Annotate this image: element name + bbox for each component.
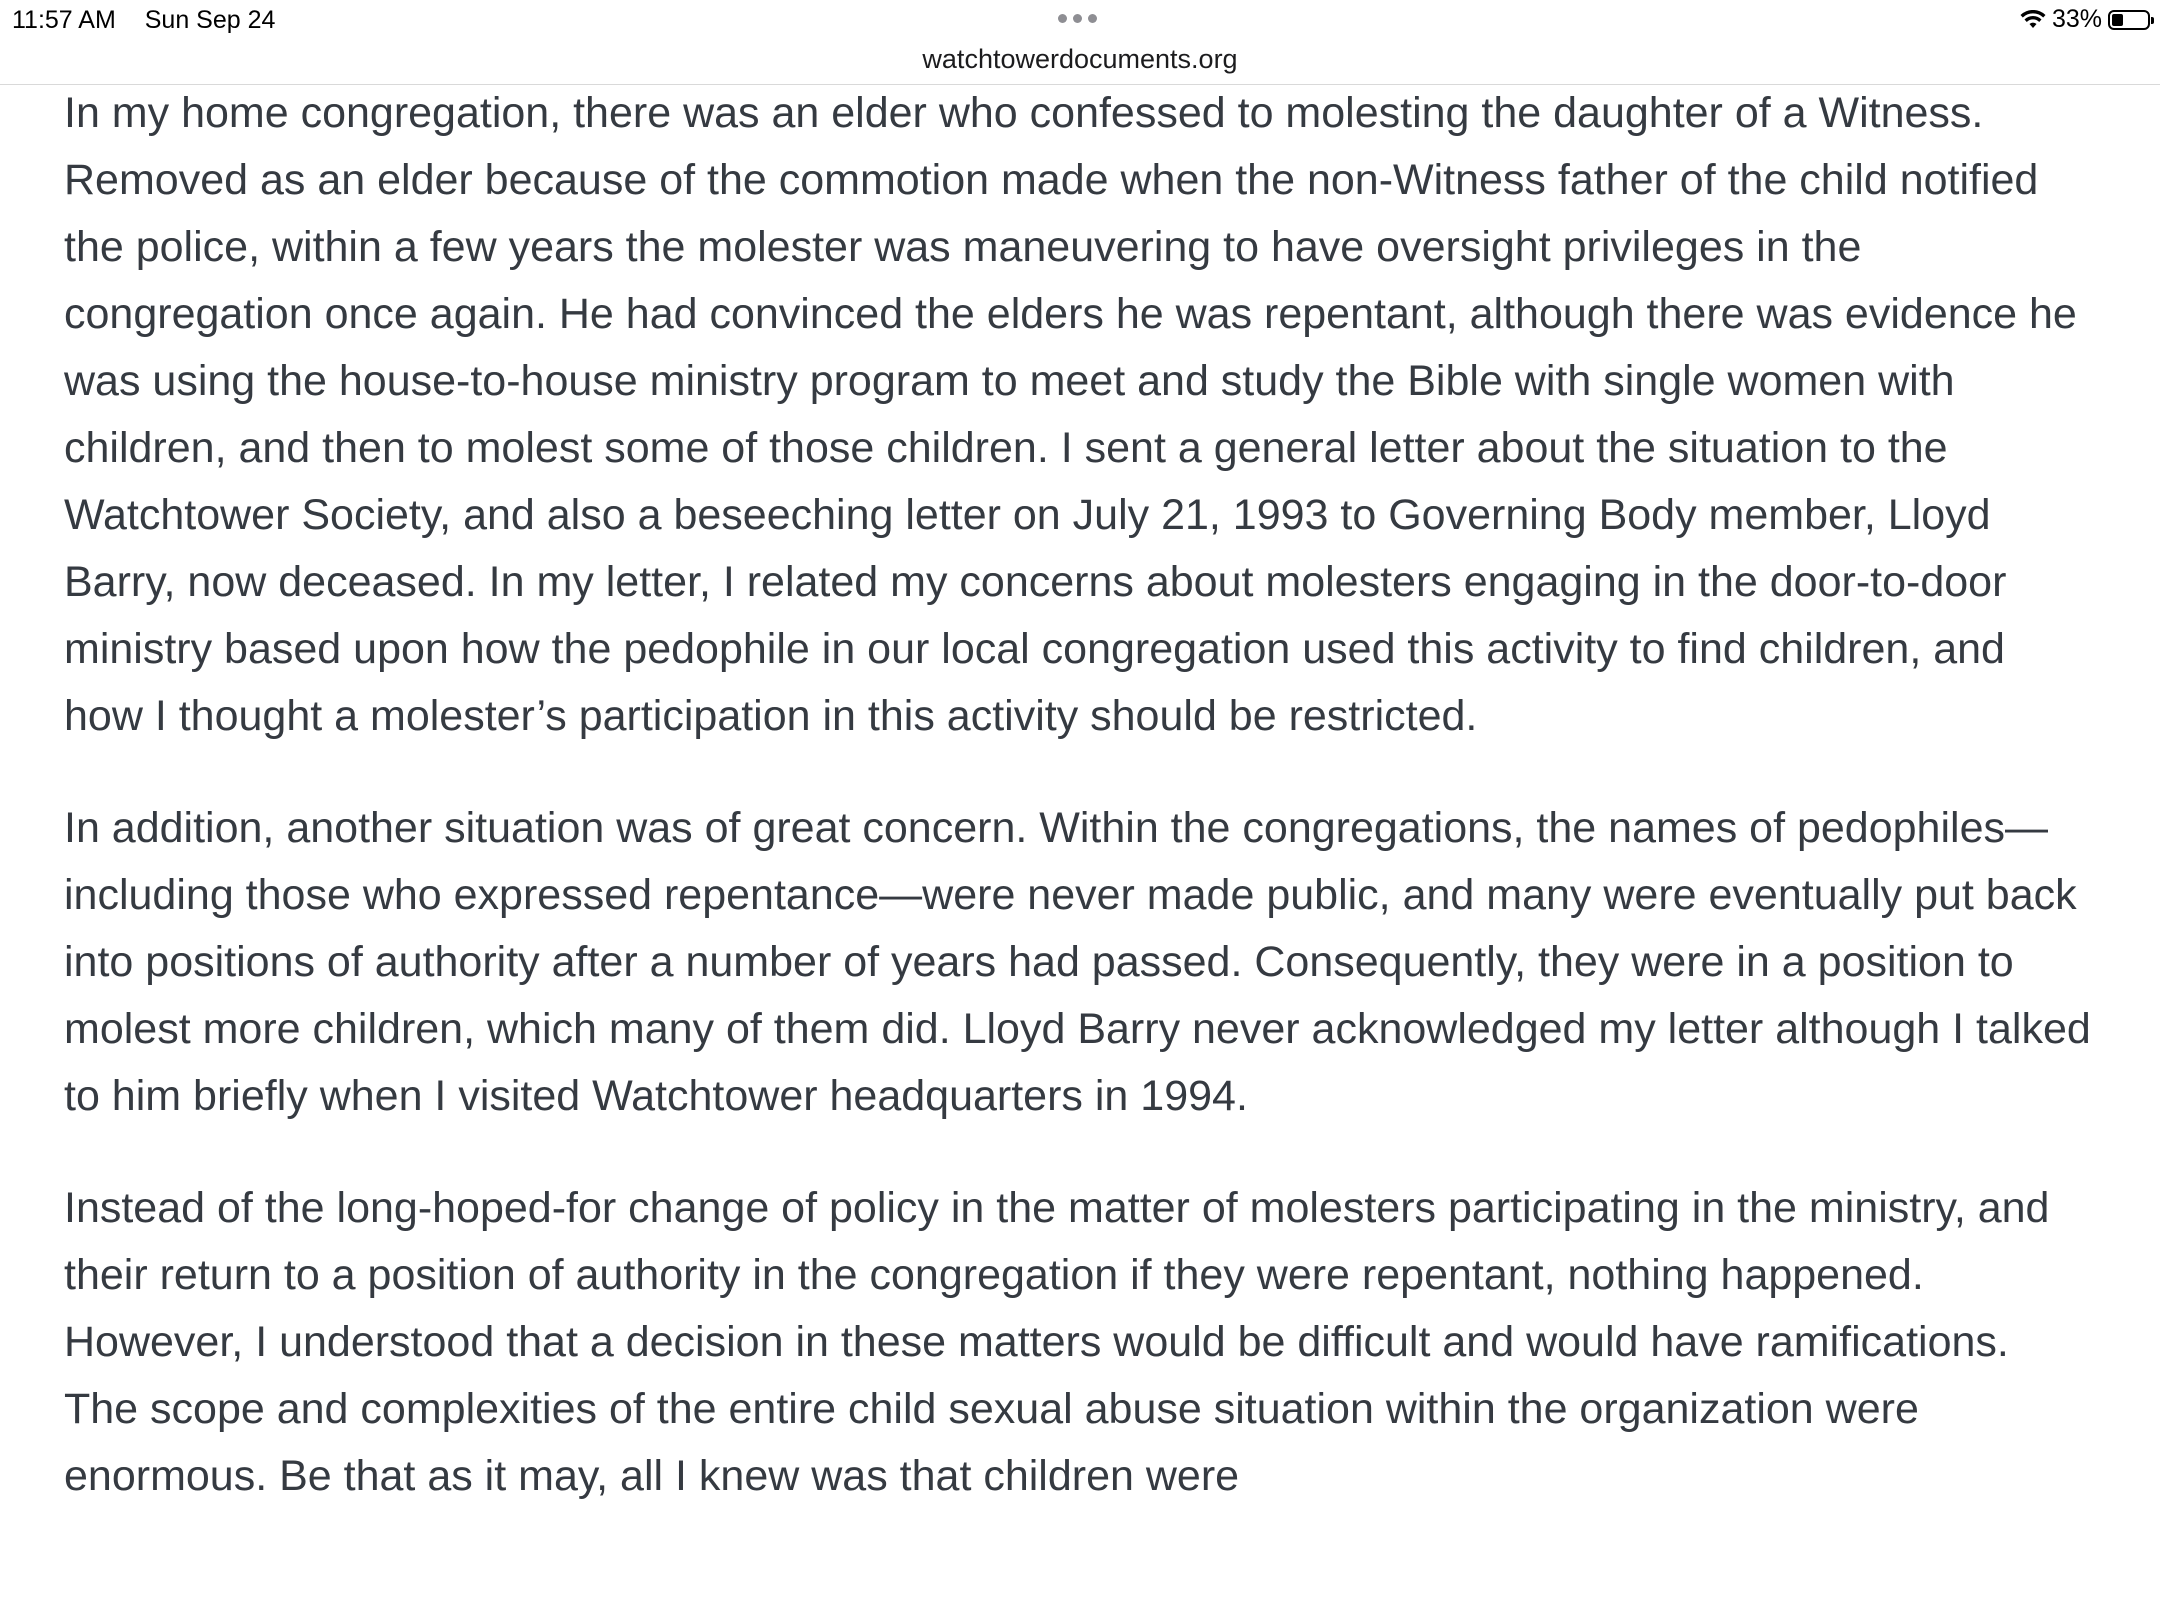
article-body <box>64 80 2094 1555</box>
dot-icon <box>1088 14 1097 23</box>
battery-icon <box>2108 10 2150 30</box>
status-time-date <box>12 6 297 35</box>
status-date: Sun Sep 24 <box>144 6 276 34</box>
paragraph: Instead of the long-hoped-for change of policy in the matter of molesters participating in the ministry, and their return to a position of authority in the congregation if they were repentant, nothing happened. However, I understood that a decision in these matters would be difficult and would have ramifications. The scope and complexities of the entire child sexual abuse situation within the organization were enormous. Be that as it may, all I knew was that children were <box>64 1184 2050 1500</box>
address-bar[interactable] <box>0 42 2160 85</box>
wifi-icon <box>2020 10 2046 30</box>
battery-level <box>2112 14 2123 26</box>
battery-percentage: 33% <box>2051 5 2102 33</box>
status-bar <box>0 0 2160 42</box>
url-text: watchtowerdocuments.org <box>922 44 1238 74</box>
paragraph: In addition, another situation was of great concern. Within the congregations, the names of pedophiles—including those who expressed repentance—were never made public, and many were eventually put back into positions of authority after a number of years had passed. Consequently, they were in a position to molest more children, which many of them did. Lloyd Barry never acknowledged my letter although I talked to him briefly when I visited Watchtower headquarters in 1994. <box>64 804 2091 1120</box>
multitasking-menu[interactable] <box>1058 14 1097 23</box>
status-indicators <box>2020 5 2150 34</box>
paragraph: In my home congregation, there was an elder who confessed to molesting the daughter of a Witness. Removed as an elder because of the commotion made when the non-Witness father of the child notified the police, within a few years the molester was maneuvering to have oversight privileges in the congregation once again. He had convinced the elders he was repentant, although there was evidence he was using the house-to-house ministry program to meet and study the Bible with single women with children, and then to molest some of those children. I sent a general letter about the situation to the Watchtower Society, and also a beseeching letter on July 21, 1993 to Governing Body member, Lloyd Barry, now deceased. In my letter, I related my concerns about molesters engaging in the door-to-door ministry based upon how the pedophile in our local congregation used this activity to find children, and how I thought a molester’s participation in this activity should be restricted. <box>64 89 2077 740</box>
dot-icon <box>1073 14 1082 23</box>
status-time: 11:57 AM <box>12 6 116 34</box>
dot-icon <box>1058 14 1067 23</box>
